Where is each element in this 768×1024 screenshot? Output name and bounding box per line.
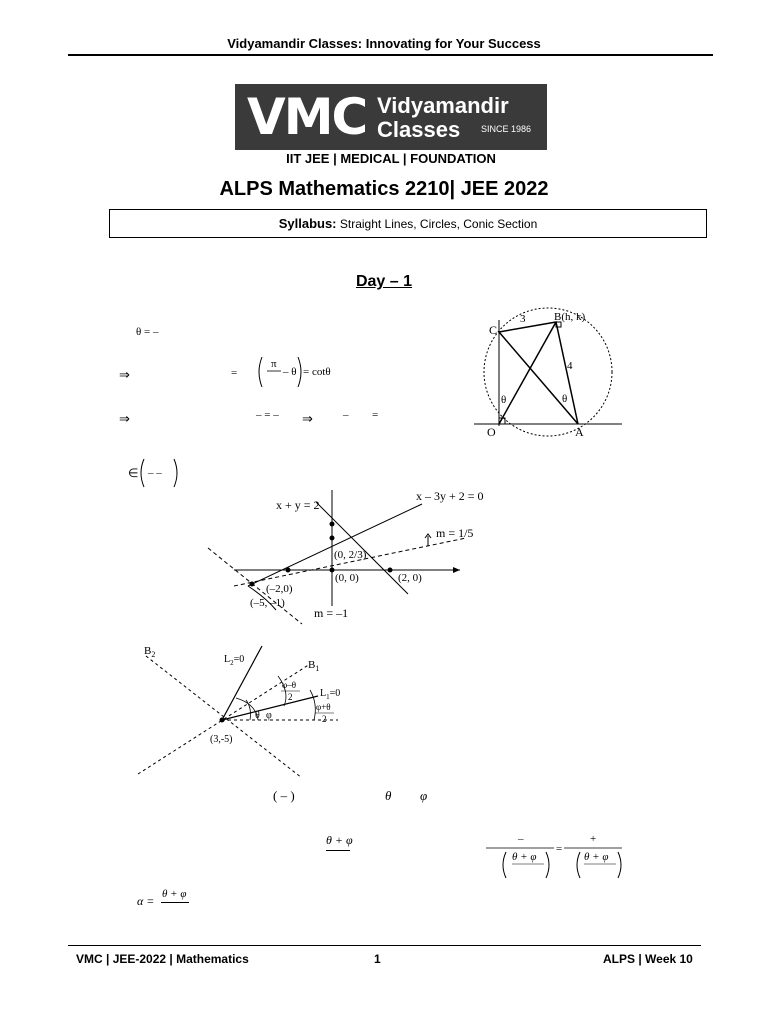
bracket-expression: ( – ) xyxy=(273,788,295,803)
footer-rule xyxy=(68,945,701,946)
half-diff-denominator: 2 xyxy=(288,692,293,702)
cot-expression xyxy=(254,354,344,390)
page-number: 1 xyxy=(374,952,381,966)
minus-theta: – θ xyxy=(283,366,297,378)
label-C: C xyxy=(489,323,498,337)
implies-arrow-1: ⇒ xyxy=(119,367,130,382)
label-L1-sub: 1 xyxy=(326,693,330,701)
label-line1: x + y = 2 xyxy=(276,498,320,512)
logo-name-line1: Vidyamandir xyxy=(377,93,509,118)
frac-left-num: – xyxy=(518,833,524,845)
frac-left-rparen xyxy=(546,852,549,878)
label-O: O xyxy=(487,425,496,439)
frac-left-lparen xyxy=(503,852,506,878)
minus-fragment: – xyxy=(343,409,349,421)
lines-figure xyxy=(204,486,500,628)
label-B1-letter: B xyxy=(308,659,316,671)
fraction-bar-top xyxy=(326,850,350,851)
label-B2-letter: B xyxy=(144,645,152,657)
label-B2 xyxy=(144,645,155,659)
logo-since: SINCE 1986 xyxy=(481,124,532,134)
label-line2: x – 3y + 2 = 0 xyxy=(416,489,484,503)
phi-symbol: φ xyxy=(420,788,428,803)
right-paren xyxy=(174,459,177,487)
logo-name xyxy=(377,94,509,142)
theta-symbol: θ xyxy=(385,788,392,803)
alpha-numerator: θ + φ xyxy=(162,888,187,900)
label-p3: (2, 0) xyxy=(398,572,422,584)
interval-expression xyxy=(126,456,186,490)
half-sum-denominator: 2 xyxy=(322,714,327,724)
m-fifth-pointer xyxy=(425,534,431,546)
label-four: 4 xyxy=(567,360,573,372)
circle-figure xyxy=(466,306,626,442)
label-L2-sub: 2 xyxy=(230,659,234,667)
middle-expression: – = – xyxy=(256,409,279,421)
element-of: ∈ xyxy=(128,466,139,480)
alpha-fraction-bar xyxy=(161,902,189,903)
header-rule xyxy=(68,54,713,56)
label-p5: (–5, –1) xyxy=(250,597,285,609)
label-B1-sub: 1 xyxy=(315,664,320,673)
point-origin xyxy=(330,568,335,573)
vertex-label: (3,-5) xyxy=(210,734,233,745)
syllabus-label: Syllabus: xyxy=(278,216,337,231)
pi-symbol: π xyxy=(271,358,277,370)
logo-name-line2: Classes xyxy=(377,117,461,142)
half-sum-numerator: φ+θ xyxy=(316,702,331,712)
label-B2-sub: 2 xyxy=(151,650,156,659)
alpha-equals: α = xyxy=(137,894,155,908)
interval-inner: – – xyxy=(148,467,162,479)
footer-right: ALPS | Week 10 xyxy=(603,952,693,966)
logo-tagline: IIT JEE | MEDICAL | FOUNDATION xyxy=(286,151,496,166)
label-B1 xyxy=(308,659,319,673)
right-paren xyxy=(298,357,301,387)
theta-label-2: θ xyxy=(562,393,568,405)
frac-left-den: θ + φ xyxy=(512,851,537,863)
theta-label-1: θ xyxy=(501,394,507,406)
implies-arrow-3: ⇒ xyxy=(302,411,313,426)
diagonal-OB xyxy=(499,322,556,424)
cot-theta: = cotθ xyxy=(303,366,331,378)
day-heading: Day – 1 xyxy=(355,273,413,290)
label-p2: (0, 0) xyxy=(335,572,359,584)
label-L2-letter: L xyxy=(224,654,231,665)
theta-label: θ xyxy=(255,710,260,721)
label-p4: (–2,0) xyxy=(266,583,293,595)
implies-arrow-2: ⇒ xyxy=(119,411,130,426)
left-paren xyxy=(259,357,262,387)
footer-left: VMC | JEE-2022 | Mathematics xyxy=(76,952,249,966)
theta-equation: θ = – xyxy=(136,326,159,338)
label-L1-letter: L xyxy=(320,688,327,699)
triangle-lines xyxy=(499,322,578,424)
frac-right-num: + xyxy=(590,833,597,845)
frac-right-rparen xyxy=(618,852,621,878)
label-L2-eq: =0 xyxy=(233,654,245,665)
syllabus-line xyxy=(110,210,706,238)
label-B: B(h, k) xyxy=(554,311,586,323)
angle-arc-3 xyxy=(310,690,315,720)
label-L1-eq: =0 xyxy=(329,688,341,699)
page-title: ALPS Mathematics 2210| JEE 2022 xyxy=(219,178,549,200)
left-paren xyxy=(141,459,144,487)
point-neg5-neg1 xyxy=(250,582,255,587)
bisector-figure xyxy=(138,642,360,786)
label-m-fifth: m = 1/5 xyxy=(436,526,474,540)
label-m-neg1: m = –1 xyxy=(314,606,349,620)
x-axis-arrow xyxy=(453,567,460,573)
label-three: 3 xyxy=(520,313,526,325)
frac-right-den: θ + φ xyxy=(584,851,609,863)
theta-plus-phi: θ + φ xyxy=(326,833,353,847)
point-y-intercept xyxy=(330,522,335,527)
half-diff-numerator: φ–θ xyxy=(282,680,297,690)
syllabus-topics: Straight Lines, Circles, Conic Section xyxy=(339,217,538,231)
equation-fractions xyxy=(484,830,624,886)
label-p1: (0, 2/3) xyxy=(334,549,367,561)
point-2-0 xyxy=(388,568,393,573)
point-neg2-0 xyxy=(286,568,291,573)
frac-right-lparen xyxy=(577,852,580,878)
label-L2 xyxy=(224,654,244,667)
vertex-point xyxy=(220,718,225,723)
running-header: Vidyamandir Classes: Innovating for Your Success xyxy=(227,36,541,51)
vmc-logo xyxy=(235,84,547,150)
frac-equals: = xyxy=(556,843,563,855)
phi-label: φ xyxy=(266,710,272,721)
equals-sign: = xyxy=(231,367,238,379)
logo-mark: VMC xyxy=(247,88,367,146)
label-A: A xyxy=(575,425,584,439)
point-0-2-3 xyxy=(330,536,335,541)
label-L1 xyxy=(320,688,340,701)
equals-fragment: = xyxy=(372,409,379,421)
syllabus-box xyxy=(109,209,707,238)
